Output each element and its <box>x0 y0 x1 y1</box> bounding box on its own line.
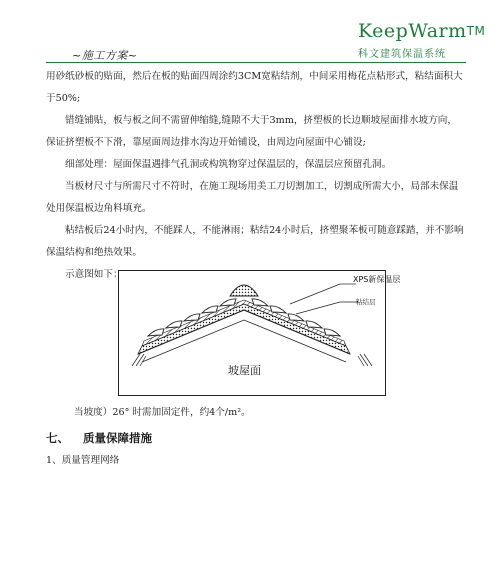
sub-heading: 1、质量管理网络 <box>46 455 120 466</box>
section-label: ~施工方案~ <box>72 49 138 62</box>
leader-line-adhesive <box>296 302 340 314</box>
leader-line-xps <box>290 284 340 304</box>
section-heading <box>46 430 152 446</box>
paragraph: 细部处理：屋面保温遇排气孔洞或构筑物穿过保温层的，保温层应预留孔洞。 <box>65 159 392 170</box>
paragraph: 示意图如下： <box>65 269 123 280</box>
body-text <box>46 66 464 286</box>
paragraph: 用砂纸砂板的贴面，然后在板的贴面四周涂约3CM宽粘结剂，中间采用梅花点粘形式，粘结面积大于50%; <box>46 71 463 104</box>
brand-logo <box>358 20 486 60</box>
roof-diagram <box>118 270 401 396</box>
section-title: 质量保障措施 <box>83 431 152 445</box>
section-number: 七、 <box>46 431 69 445</box>
paragraph: 错缝铺贴，板与板之间不需留伸缩缝,缝隙不大于3mm，挤塑板的长边顺坡屋面排水坡方向，保证挤塑板不下滑，靠屋面周边排水沟边开始铺设，由周边向屋面中心铺设; <box>46 115 457 148</box>
logo-wordmark <box>358 20 486 42</box>
ridge-cap <box>230 285 258 296</box>
logo-text: KeepWarm <box>358 20 467 42</box>
paragraph: 粘结板后24小时内，不能踩人，不能淋雨；粘结24小时后，挤塑聚苯板可随意踩踏，并不影响保温结构和绝热效果。 <box>46 225 464 258</box>
xps-insulation-layer <box>138 304 350 354</box>
header-divider <box>46 62 466 63</box>
label-roof: 坡屋面 <box>228 364 261 377</box>
slope-note: 当坡度）26° 时需加固定件，约4个/m²。 <box>74 407 251 418</box>
logo-subtitle: 科文建筑保温系统 <box>358 49 446 60</box>
label-adhesive: 粘结层 <box>356 298 376 306</box>
label-xps: XPS新保温层 <box>353 275 401 284</box>
paragraph: 当板材尺寸与所需尺寸不符时，在施工现场用美工刀切割加工，切割成所需大小，局部未保温处用保温板边角料填充。 <box>46 181 459 214</box>
logo-trademark: TM <box>466 24 486 38</box>
